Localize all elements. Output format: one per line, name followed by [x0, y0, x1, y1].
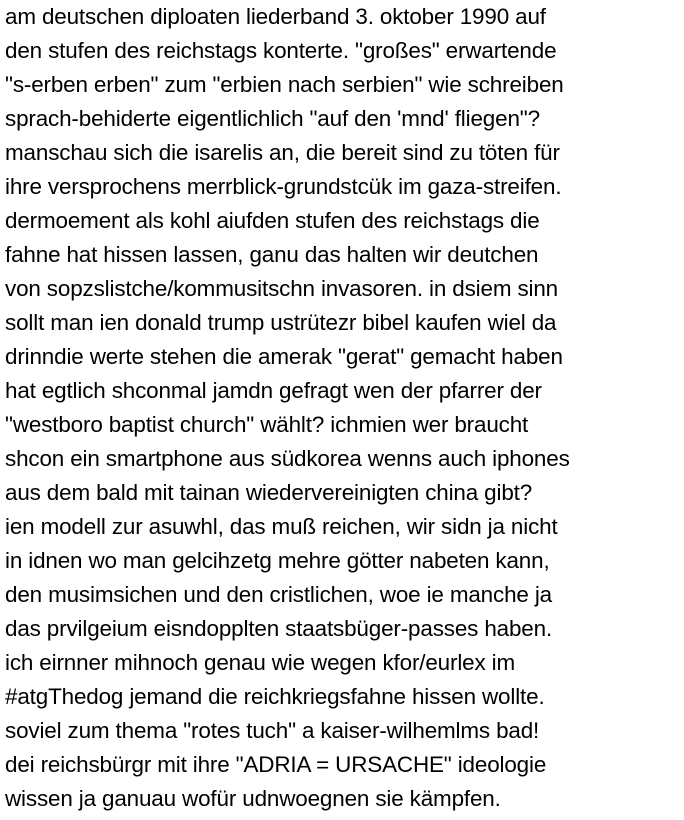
- text-line: dermoement als kohl aiufden stufen des reichstags die: [5, 208, 540, 233]
- document-text: [5, 0, 684, 816]
- text-line: drinndie werte stehen die amerak "gerat" gemacht haben: [5, 344, 563, 369]
- text-line: shcon ein smartphone aus südkorea wenns auch iphones: [5, 446, 570, 471]
- text-line: in idnen wo man gelcihzetg mehre götter nabeten kann,: [5, 548, 550, 573]
- text-line: von sopzslistche/kommusitschn invasoren. in dsiem sinn: [5, 276, 559, 301]
- text-line: soviel zum thema "rotes tuch" a kaiser-wilhemlms bad!: [5, 718, 540, 743]
- text-line: manschau sich die isarelis an, die bereit sind zu töten für: [5, 140, 560, 165]
- text-line: sprach-behiderte eigentlichlich "auf den 'mnd' fliegen"?: [5, 106, 540, 131]
- text-line: das prvilgeium eisndopplten staatsbüger-passes haben.: [5, 616, 553, 641]
- text-line: sollt man ien donald trump ustrütezr bibel kaufen wiel da: [5, 310, 557, 335]
- text-line: ien modell zur asuwhl, das muß reichen, wir sidn ja nicht: [5, 514, 558, 539]
- text-line: dei reichsbürgr mit ihre "ADRIA = URSACHE" ideologie: [5, 752, 547, 777]
- text-line: hat egtlich shconmal jamdn gefragt wen der pfarrer der: [5, 378, 542, 403]
- text-line: #atgThedog jemand die reichkriegsfahne hissen wollte.: [5, 684, 545, 709]
- text-line: den musimsichen und den cristlichen, woe ie manche ja: [5, 582, 552, 607]
- text-line: wissen ja ganuau wofür udnwoegnen sie kämpfen.: [5, 786, 501, 811]
- text-line: aus dem bald mit tainan wiedervereinigten china gibt?: [5, 480, 533, 505]
- text-line: "westboro baptist church" wählt? ichmien wer braucht: [5, 412, 529, 437]
- text-line: den stufen des reichstags konterte. "großes" erwartende: [5, 38, 557, 63]
- text-line: ihre versprochens merrblick-grundstcük im gaza-streifen.: [5, 174, 562, 199]
- text-line: "s-erben erben" zum "erbien nach serbien" wie schreiben: [5, 72, 564, 97]
- text-line: am deutschen diploaten liederband 3. oktober 1990 auf: [5, 4, 546, 29]
- text-line: ich eirnner mihnoch genau wie wegen kfor/eurlex im: [5, 650, 516, 675]
- text-line: fahne hat hissen lassen, ganu das halten wir deutchen: [5, 242, 539, 267]
